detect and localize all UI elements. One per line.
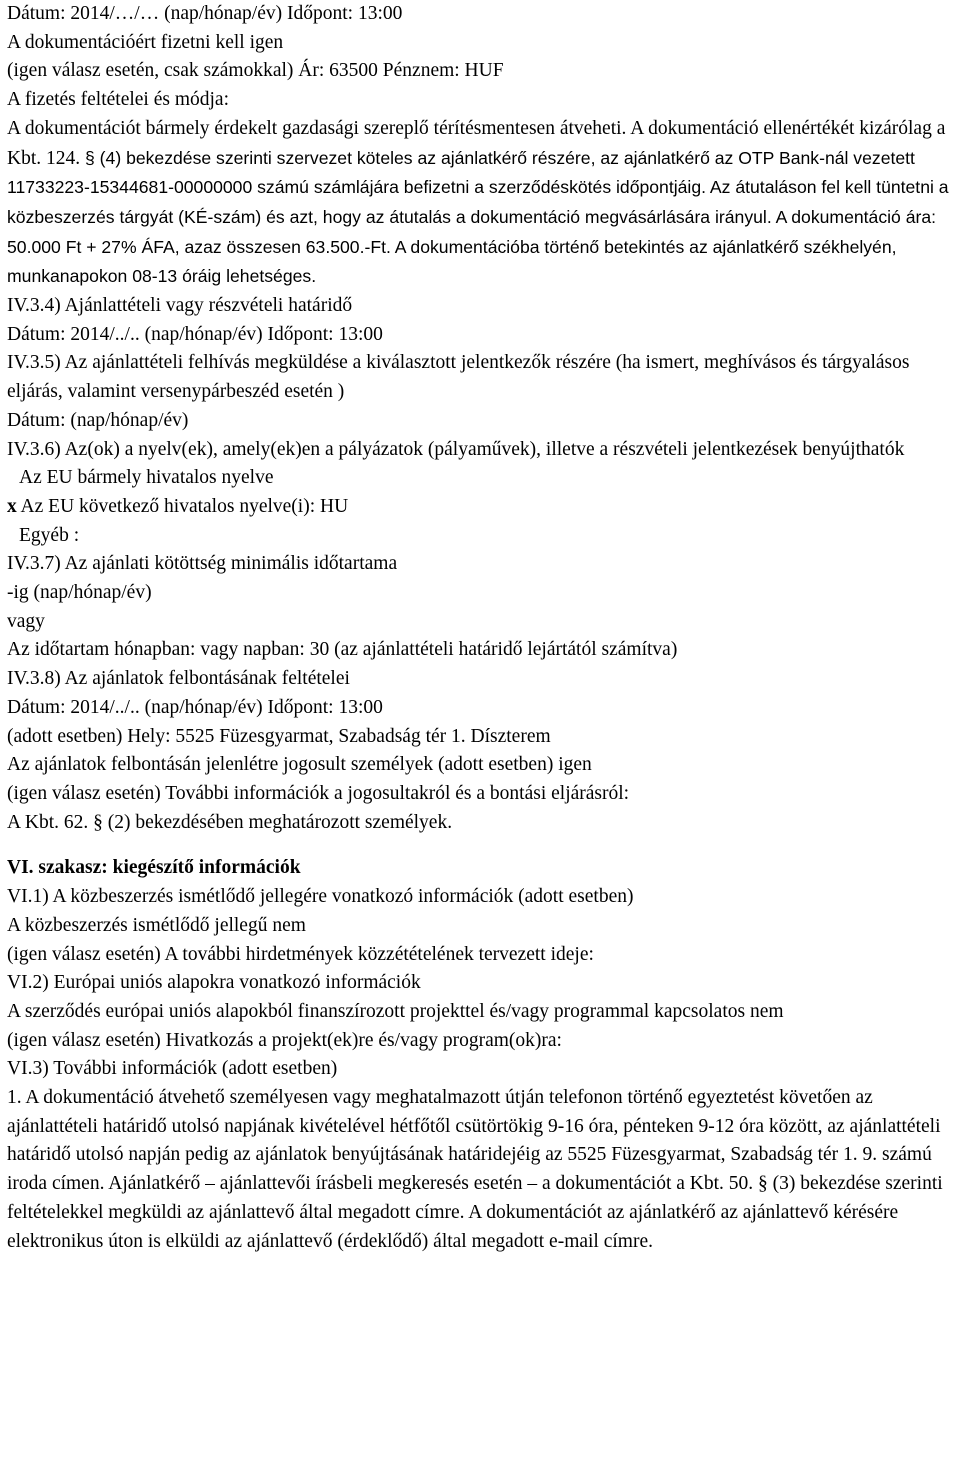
section-spacer [7,837,957,854]
invitation-date-line: Dátum: (nap/hónap/év) [7,409,189,431]
language-option-specific-label: Az EU következő hivatalos nyelve(i): HU [16,495,349,517]
payment-terms-text-2: A dokumentáció ellenértékét kizárólag a Kbt. 124. [7,117,946,169]
price-line: (igen válasz esetén, csak számokkal) Ár: 63500 Pénznem: HUF [7,60,504,82]
selected-mark: x [7,495,17,517]
section-iv-3-5-title: IV.3.5) Az ajánlattételi felhívás megküldése a kiválasztott jelentkezők részére (ha ismert, meghívásos és tárgyalásos eljárás, valamint versenypárbeszéd esetén ) [7,352,910,403]
date-line: Dátum: 2014/…/… (nap/hónap/év) Időpont: 13:00 [7,3,403,24]
document-page [7,0,957,1256]
eu-funds-reference-line: (igen válasz esetén) Hivatkozás a projekt(ek)re és/vagy program(ok)ra: [7,1029,562,1051]
payment-terms-label: A fizetés feltételei és módja: [7,89,229,111]
recurrence-info-line: (igen válasz esetén) A további hirdetmények közzétételének tervezett ideje: [7,943,594,965]
section-iv-3-8-title: IV.3.8) Az ajánlatok felbontásának feltételei [7,668,350,690]
payment-terms-text-1: A dokumentációt bármely érdekelt gazdasági szereplő térítésmentesen átveheti. [7,117,631,139]
section-vi-3-title: VI.3) További információk (adott esetben) [7,1058,338,1080]
binding-period-duration: Az időtartam hónapban: vagy napban: 30 (az ajánlattételi határidő lejártától számítva) [7,639,678,661]
binding-period-date-line: -ig (nap/hónap/év) [7,582,152,604]
opening-attendees-reference: A Kbt. 62. § (2) bekezdésében meghatározott személyek. [7,811,453,833]
recurrence-line: A közbeszerzés ismétlődő jellegű nem [7,914,306,936]
eu-funds-line: A szerződés európai uniós alapokból finanszírozott projekttel és/vagy programmal kapcsolatos nem [7,1000,784,1022]
section-vi-1-title: VI.1) A közbeszerzés ismétlődő jellegére vonatkozó információk (adott esetben) [7,886,634,908]
section-vi-heading: VI. szakasz: kiegészítő információk [7,857,301,879]
payment-terms-text-3: § (4) bekezdése szerinti szervezet köteles az ajánlatkérő részére, az ajánlatkérő az OTP Bank-nál vezetett 11733223-15344681-00000000 számú számlájára befizetni a szerződéskötés időpontjáig. Az átutaláson fel kell tüntetni a közbeszerzés tárgyát (KÉ-szám) és azt, hogy az átutalás a dokumentáció megvásárlására irányul. A dokumentáció ára: 50.000 Ft + 27% ÁFA, azaz összesen 63.500.-Ft. A dokumentációba történő betekintés az ajánlatkérő székhelyén, munkanapokon 08-13 óráig lehetséges. [7,147,949,287]
section-iv-3-4-title: IV.3.4) Ajánlattételi vagy részvételi határidő [7,295,353,317]
opening-attendees-info-line: (igen válasz esetén) További információk a jogosultakról és a bontási eljárásról: [7,782,630,804]
language-option-other: Egyéb : [19,524,80,546]
additional-info-paragraph: 1. A dokumentáció átvehető személyesen vagy meghatalmazott útján telefonon történő egyeztetést követően az ajánlattételi határidő utolsó napjának kivételével hétfőtől csütörtökig 9-16 óra, pénteken 9-12 óra között, az ajánlattételi határidő utolsó napján pedig az ajánlatok benyújtásának határidejéig az 5525 Füzesgyarmat, Szabadság tér 1. 9. számú iroda címen. Ajánlatkérő – ajánlattevői írásbeli megkeresés esetén – a dokumentációt a Kbt. 50. § (3) bekezdése szerinti feltételekkel megküldi az ajánlattevő által megadott címre. A dokumentációt az ajánlatkérő az ajánlattevő kérésére elektronikus úton is elküldi az ajánlattevő (érdeklődő) által megadott e-mail címre. [7,1087,943,1252]
section-iv-3-7-title: IV.3.7) Az ajánlati kötöttség minimális időtartama [7,553,398,575]
language-option-any-eu: Az EU bármely hivatalos nyelve [19,467,274,489]
opening-place-line: (adott esetben) Hely: 5525 Füzesgyarmat, Szabadság tér 1. Díszterem [7,725,551,747]
opening-date-line: Dátum: 2014/../.. (nap/hónap/év) Időpont: 13:00 [7,696,383,718]
deadline-date-line: Dátum: 2014/../.. (nap/hónap/év) Időpont: 13:00 [7,323,383,345]
binding-period-or: vagy [7,610,45,632]
section-vi-2-title: VI.2) Európai uniós alapokra vonatkozó információk [7,972,421,994]
documentation-fee-line: A dokumentációért fizetni kell igen [7,31,284,53]
language-option-specific [7,493,957,522]
opening-attendees-line: Az ajánlatok felbontásán jelenlétre jogosult személyek (adott esetben) igen [7,754,592,776]
section-iv-3-6-title: IV.3.6) Az(ok) a nyelv(ek), amely(ek)en a pályázatok (pályaművek), illetve a részvételi jelentkezések benyújthatók [7,438,905,460]
payment-terms-paragraph [7,115,957,292]
